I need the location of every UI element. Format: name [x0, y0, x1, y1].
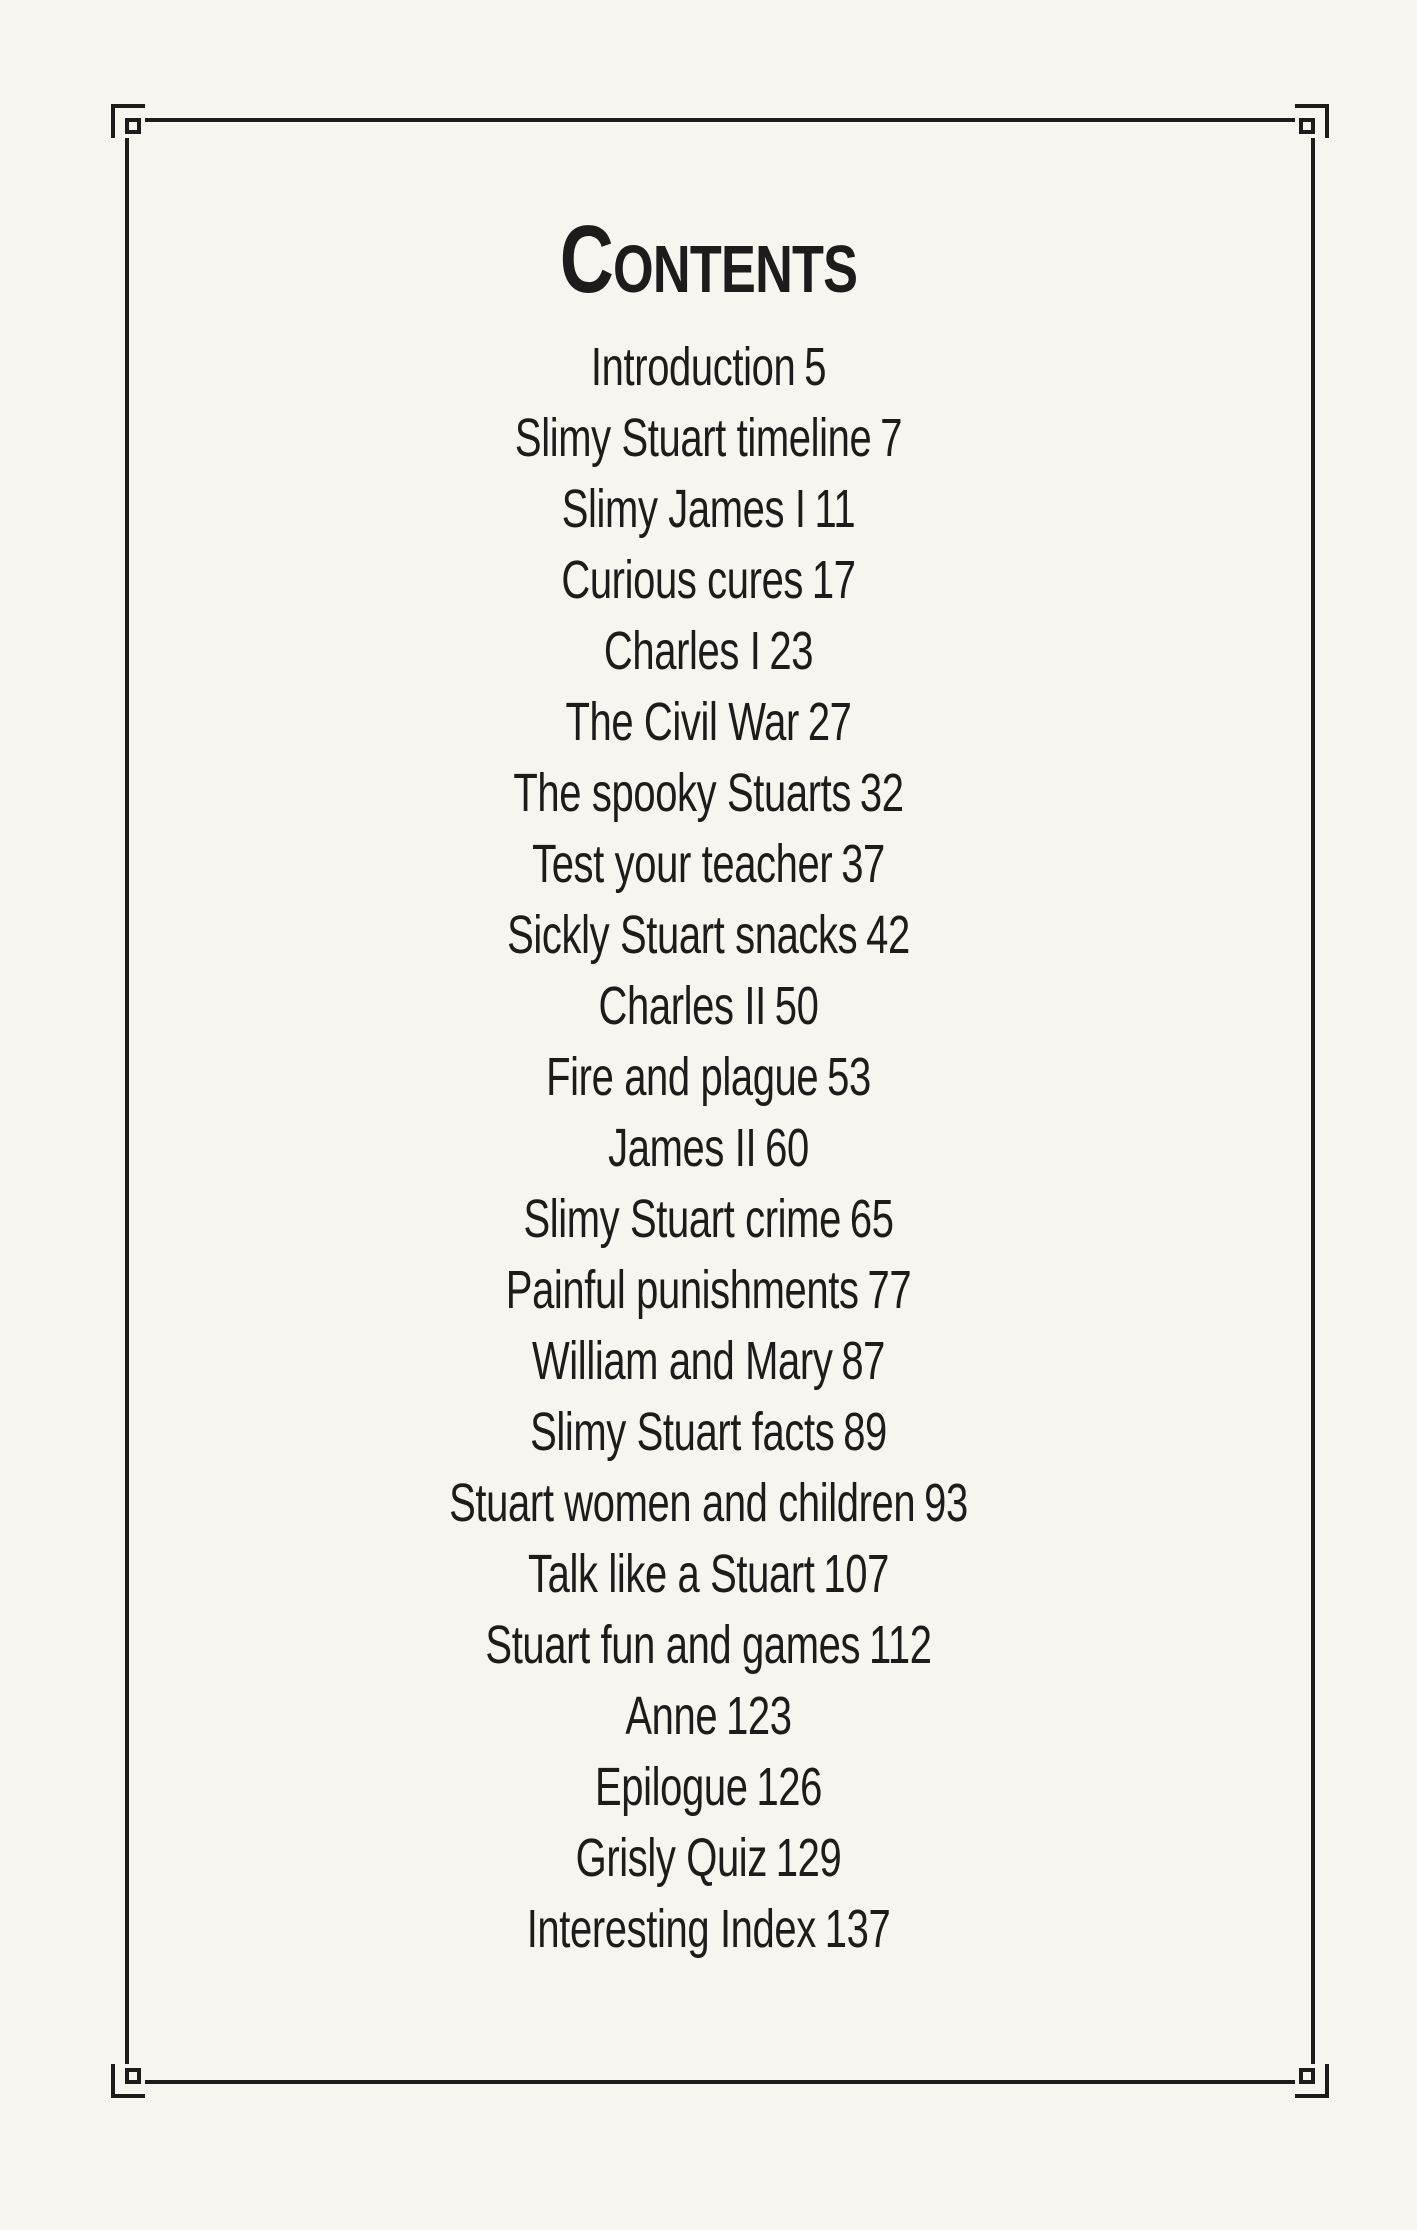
toc-entry-page-number: 32 — [859, 763, 904, 823]
toc-entry — [184, 758, 1233, 829]
toc-entry-page-number: 123 — [726, 1686, 792, 1746]
toc-entry-title: Stuart fun and games — [485, 1615, 861, 1675]
toc-entry-title: Slimy Stuart crime — [523, 1189, 841, 1249]
toc-entry-page-number: 129 — [775, 1828, 842, 1888]
toc-entry — [184, 1681, 1233, 1752]
toc-entry-page-number: 107 — [823, 1544, 889, 1604]
toc-entry — [184, 332, 1233, 403]
toc-entry-title: Grisly Quiz — [575, 1828, 767, 1888]
toc-entry-title: The spooky Stuarts — [513, 763, 852, 823]
toc-entry-title: Slimy Stuart timeline — [514, 408, 872, 468]
border-corner-ornament — [111, 2064, 145, 2098]
toc-entry-page-number: 77 — [867, 1260, 912, 1320]
toc-entry — [184, 829, 1233, 900]
toc-entry-page-number: 50 — [774, 976, 819, 1036]
page-title: Contents — [559, 206, 858, 313]
toc-entry — [184, 1184, 1233, 1255]
toc-entry-page-number: 23 — [769, 621, 814, 681]
toc-entry — [184, 403, 1233, 474]
toc-entry — [184, 1042, 1233, 1113]
toc-entry — [184, 1397, 1233, 1468]
toc-entry — [184, 1610, 1233, 1681]
toc-entry-page-number: 65 — [849, 1189, 894, 1249]
toc-entry-title: Charles I — [603, 621, 761, 681]
toc-entry-page-number: 42 — [866, 905, 910, 965]
toc-entry-page-number: 37 — [841, 834, 885, 894]
toc-entry — [184, 545, 1233, 616]
toc-entry-page-number: 7 — [880, 408, 903, 468]
toc-entry-page-number: 137 — [824, 1899, 891, 1959]
toc-entry — [184, 900, 1233, 971]
toc-entry-title: Stuart women and children — [449, 1473, 916, 1533]
toc-entry-title: James II — [608, 1118, 757, 1178]
toc-entry-page-number: 17 — [811, 550, 856, 610]
toc-entry — [184, 1468, 1233, 1539]
toc-entry-title: Sickly Stuart snacks — [507, 905, 858, 965]
toc-entry-title: Introduction — [590, 337, 796, 397]
toc-entry — [184, 616, 1233, 687]
toc-entry — [184, 687, 1233, 758]
toc-entry-page-number: 93 — [924, 1473, 968, 1533]
toc-entry-page-number: 112 — [868, 1615, 932, 1675]
toc-entry-title: Fire and plague — [546, 1047, 819, 1107]
toc-entry-title: Slimy Stuart facts — [530, 1402, 835, 1462]
border-corner-ornament — [1295, 2064, 1329, 2098]
toc-entry-title: Anne — [625, 1686, 718, 1746]
toc-entry-title: Slimy James I — [561, 479, 806, 539]
toc-entry-page-number: 27 — [807, 692, 852, 752]
contents-section — [0, 200, 1417, 1965]
toc-entry-title: William and Mary — [531, 1331, 833, 1391]
toc-entry-title: Epilogue — [594, 1757, 748, 1817]
toc-entry-title: Talk like a Stuart — [528, 1544, 815, 1604]
toc-entry — [184, 971, 1233, 1042]
toc-entry-page-number: 5 — [804, 337, 827, 397]
toc-entry-title: Interesting Index — [526, 1899, 816, 1959]
toc-entry-title: Painful punishments — [505, 1260, 859, 1320]
toc-entry-title: Test your teacher — [532, 834, 833, 894]
toc-entry — [184, 1894, 1233, 1965]
toc-entry — [184, 1113, 1233, 1184]
toc-entry-page-number: 53 — [827, 1047, 871, 1107]
toc-entry-page-number: 126 — [756, 1757, 823, 1817]
toc-entry-title: The Civil War — [565, 692, 799, 752]
border-corner-ornament — [1295, 104, 1329, 138]
toc-entry — [184, 1823, 1233, 1894]
toc-entry — [184, 474, 1233, 545]
toc-entry — [184, 1255, 1233, 1326]
table-of-contents — [0, 332, 1417, 1965]
toc-entry — [184, 1539, 1233, 1610]
toc-entry-title: Curious cures — [561, 550, 804, 610]
toc-entry-page-number: 89 — [843, 1402, 887, 1462]
border-corner-ornament — [111, 104, 145, 138]
toc-entry-page-number: 60 — [765, 1118, 809, 1178]
toc-entry-page-number: 87 — [841, 1331, 886, 1391]
toc-entry-page-number: 11 — [814, 479, 856, 539]
toc-entry — [184, 1326, 1233, 1397]
toc-entry-title: Charles II — [598, 976, 766, 1036]
toc-entry — [184, 1752, 1233, 1823]
